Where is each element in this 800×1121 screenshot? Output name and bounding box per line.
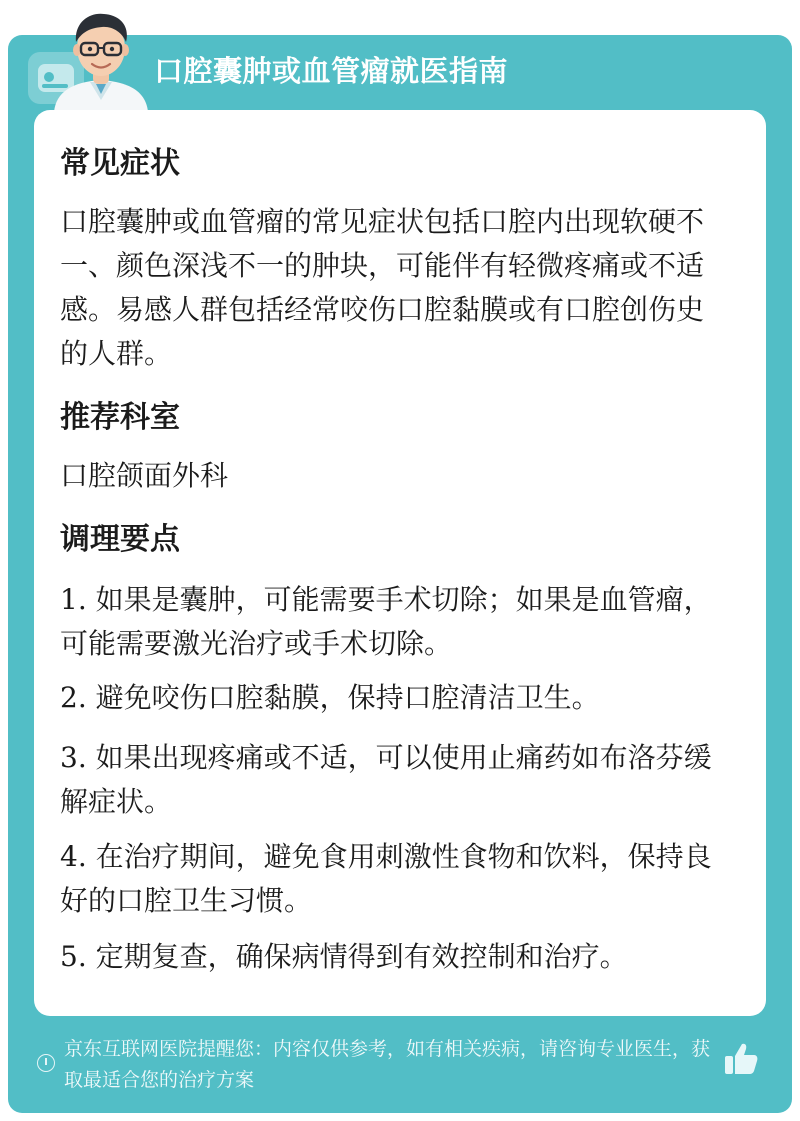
page-title: 口腔囊肿或血管瘤就医指南	[154, 54, 509, 88]
care-item: 3. 如果出现疼痛或不适，可以使用止痛药如布洛芬缓解症状。	[60, 741, 712, 818]
care-heading: 调理要点	[60, 522, 180, 557]
symptoms-text: 口腔囊肿或血管瘤的常见症状包括口腔内出现软硬不一、颜色深浅不一的肿块，可能伴有轻微疼痛或不适感。易感人群包括经常咬伤口腔黏膜或有口腔创伤史的人群。	[60, 205, 705, 370]
footer-notice: 京东互联网医院提醒您：内容仅供参考，如有相关疾病，请咨询专业医生，获取最适合您的治疗方案	[64, 1038, 711, 1091]
care-item: 4. 在治疗期间，避免食用刺激性食物和饮料，保持良好的口腔卫生习惯。	[60, 840, 712, 917]
department-text: 口腔颌面外科	[60, 459, 229, 492]
care-item: 2. 避免咬伤口腔黏膜，保持口腔清洁卫生。	[60, 681, 600, 714]
symptoms-heading: 常见症状	[60, 146, 180, 181]
department-heading: 推荐科室	[60, 400, 180, 435]
thumbs-up-icon[interactable]	[722, 1040, 760, 1078]
info-icon	[37, 1054, 55, 1072]
doctor-avatar	[46, 8, 156, 112]
care-item: 1. 如果是囊肿，可能需要手术切除；如果是血管瘤，可能需要激光治疗或手术切除。	[60, 583, 712, 660]
care-item: 5. 定期复查，确保病情得到有效控制和治疗。	[60, 940, 628, 973]
